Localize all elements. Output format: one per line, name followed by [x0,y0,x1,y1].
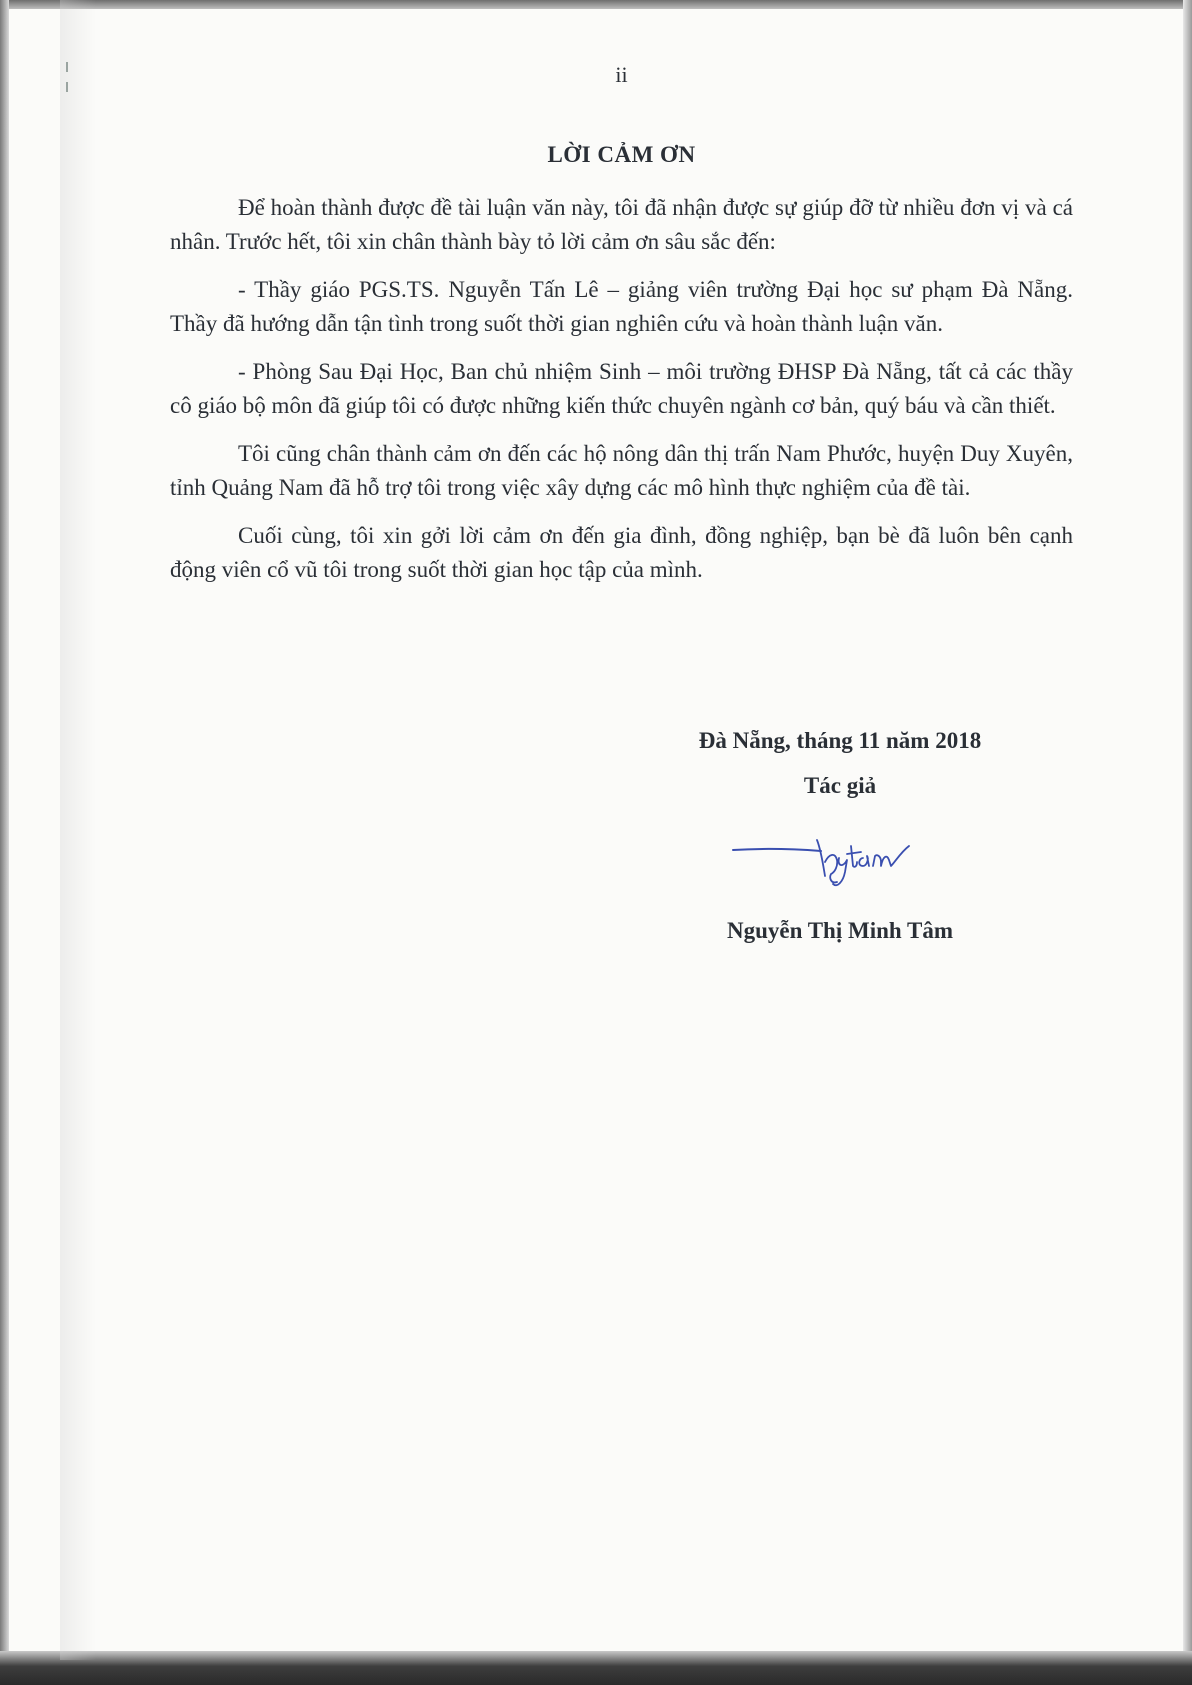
scan-edge-left [0,0,9,1685]
binding-marks [64,62,70,102]
paragraph-family: Cuối cùng, tôi xin gởi lời cảm ơn đến gia đình, đồng nghiệp, bạn bè đã luôn bên cạnh động viên cổ vũ tôi trong suốt thời gian học tập của mình. [170,523,1073,582]
author-role: Tác giả [803,773,877,798]
scan-edge-bottom [0,1651,1192,1685]
paragraph-farmers: Tôi cũng chân thành cảm ơn đến các hộ nông dân thị trấn Nam Phước, huyện Duy Xuyên, tỉnh Quảng Nam đã hỗ trợ tôi trong việc xây dựng các mô hình thực nghiệm của đề tài. [170,441,1073,500]
page-title: LỜI CẢM ƠN [547,142,696,167]
paragraph-advisor: - Thầy giáo PGS.TS. Nguyễn Tấn Lê – giảng viên trường Đại học sư phạm Đà Nẵng. Thầy đã hướng dẫn tận tình trong suốt thời gian nghiên cứu và hoàn thành luận văn. [170,277,1073,336]
scan-edge-top [0,0,1192,9]
handwritten-signature [725,832,925,892]
paragraph-intro: Để hoàn thành được đề tài luận văn này, tôi đã nhận được sự giúp đỡ từ nhiều đơn vị và cá nhân. Trước hết, tôi xin chân thành bày tỏ lời cảm ơn sâu sắc đến: [170,195,1073,254]
acknowledgement-body [170,191,1073,601]
scan-edge-right [1183,0,1192,1685]
page-number: ii [615,62,628,87]
paragraph-department: - Phòng Sau Đại Học, Ban chủ nhiệm Sinh – môi trường ĐHSP Đà Nẵng, tất cả các thầy cô giáo bộ môn đã giúp tôi có được những kiến thức chuyên ngành cơ bản, quý báu và cần thiết. [170,359,1073,418]
author-name: Nguyễn Thị Minh Tâm [726,918,954,943]
binding-shadow [60,0,96,1660]
place-date-line: Đà Nẵng, tháng 11 năm 2018 [698,728,982,753]
